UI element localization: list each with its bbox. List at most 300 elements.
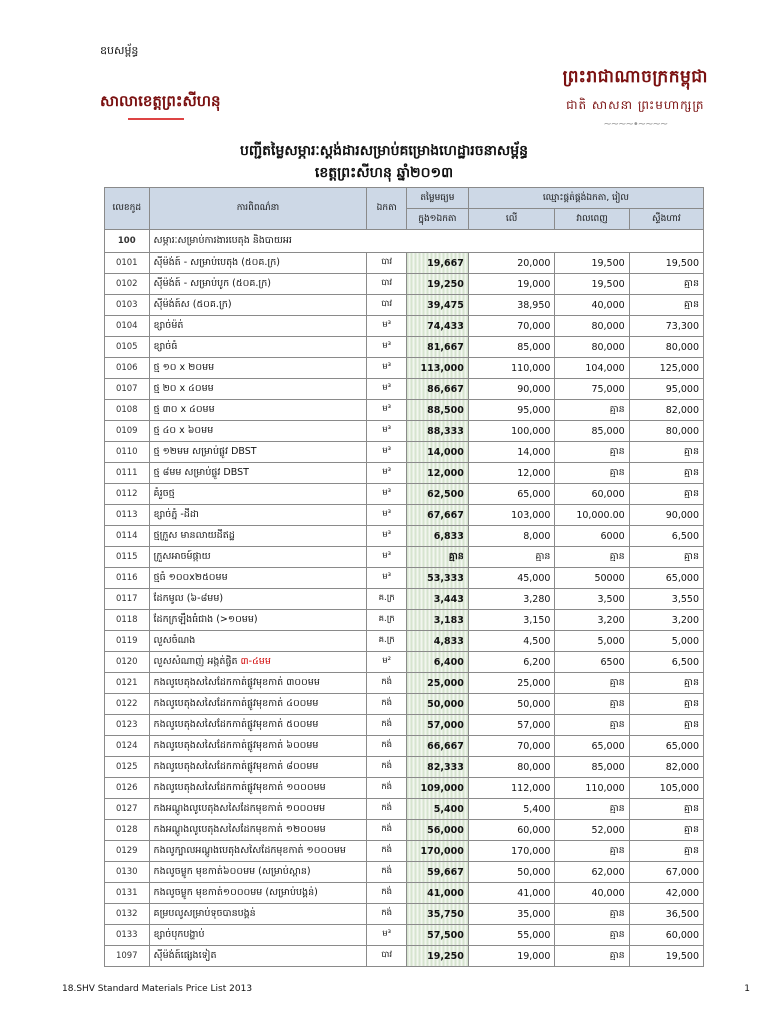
average-price-text: 12,000: [427, 467, 464, 479]
table-row: [105, 295, 704, 316]
item-unit-text: កង់: [381, 677, 393, 687]
item-description: [149, 421, 367, 442]
item-unit-text: កង់: [381, 824, 393, 834]
item-unit-text: បាវ: [381, 950, 393, 960]
item-description: [149, 358, 367, 379]
average-price: [406, 610, 468, 631]
item-description-text: កងអណ្តូងលូបេតុងសសៃដែកមុខកាត់ ១០០០មម: [153, 803, 326, 814]
supplier-3-price-text: គ្មាន: [683, 299, 699, 310]
supplier-2-price: [555, 421, 629, 442]
supplier-3-price-text: គ្មាន: [683, 467, 699, 478]
supplier-3-price-text: 125,000: [659, 362, 699, 374]
supplier-1-price: [468, 694, 555, 715]
table-row: [105, 946, 704, 967]
section-description: សម្ភារៈសម្រាប់ការងារបេតុង និងបាយអរ: [149, 230, 703, 253]
table-row: [105, 358, 704, 379]
supplier-3-price: [629, 484, 703, 505]
item-description-text: ខ្សាច់ភ្នំ -ដីដា: [153, 509, 199, 520]
average-price-text: 14,000: [427, 446, 464, 458]
supplier-3-price-text: គ្មាន: [683, 803, 699, 814]
supplier-1-price: [468, 442, 555, 463]
supplier-2-price: [555, 505, 629, 526]
supplier-1-price-text: 95,000: [517, 404, 551, 416]
item-description-text: ស៊ីម៉ង់ត៍ - សម្រាប់បូក (៥០គ.ក្រ): [153, 278, 271, 289]
supplier-3-price: [629, 463, 703, 484]
supplier-3-price-text: 19,500: [665, 950, 699, 962]
supplier-3-price: [629, 778, 703, 799]
supplier-1-price: [468, 904, 555, 925]
header-unit: ឯកតា: [367, 188, 407, 230]
item-description-text: កងអណ្តូងលូបេតុងសសៃដែកមុខកាត់ ១២០០មម: [153, 824, 326, 835]
average-price-text: 88,500: [427, 404, 464, 416]
item-description: [149, 463, 367, 484]
supplier-2-price-text: 85,000: [591, 761, 625, 773]
supplier-1-price-text: 70,000: [517, 740, 551, 752]
item-code: [105, 778, 150, 799]
supplier-2-price: [555, 358, 629, 379]
item-unit: [367, 862, 407, 883]
item-unit-text: ម³: [382, 488, 392, 498]
supplier-1-price-text: 85,000: [517, 341, 551, 353]
item-code: [105, 841, 150, 862]
item-description: [149, 736, 367, 757]
supplier-1-price: [468, 715, 555, 736]
average-price: [406, 295, 468, 316]
average-price-text: 82,333: [427, 761, 464, 773]
average-price: [406, 442, 468, 463]
supplier-3-price: [629, 841, 703, 862]
item-code-text: 0126: [115, 783, 138, 793]
supplier-3-price: [629, 862, 703, 883]
section-row: [105, 230, 704, 253]
item-description: [149, 673, 367, 694]
item-unit-text: ម³: [382, 446, 392, 456]
item-unit-text: កង់: [381, 866, 393, 876]
supplier-3-price-text: គ្មាន: [683, 446, 699, 457]
item-code: [105, 421, 150, 442]
item-unit: [367, 400, 407, 421]
item-code: [105, 673, 150, 694]
item-code-text: 0124: [115, 741, 138, 751]
item-description: [149, 442, 367, 463]
supplier-2-price: [555, 694, 629, 715]
supplier-3-price-text: គ្មាន: [683, 488, 699, 499]
supplier-2-price-text: គ្មាន: [609, 908, 625, 919]
item-unit: [367, 778, 407, 799]
supplier-3-price-text: 65,000: [665, 740, 699, 752]
item-code: [105, 757, 150, 778]
item-description: [149, 799, 367, 820]
item-description-text: ខ្សាច់បុកបង្ហាប់: [153, 929, 205, 940]
supplier-3-price: [629, 757, 703, 778]
table-row: [105, 547, 704, 568]
supplier-2-price-text: គ្មាន: [609, 929, 625, 940]
item-description-text: ថ្មធំ ១០០x២៥០មម: [153, 572, 228, 583]
item-unit: [367, 337, 407, 358]
supplier-1-price: [468, 505, 555, 526]
supplier-3-price-text: គ្មាន: [683, 719, 699, 730]
supplier-1-price-text: 65,000: [517, 488, 551, 500]
supplier-2-price-text: 75,000: [591, 383, 625, 395]
supplier-2-price-text: 52,000: [591, 824, 625, 836]
item-description-text: កងលូបេតុងសសៃដែកកាត់ផ្លូវមុខកាត់ ៨០០មម: [153, 761, 319, 772]
supplier-2-price-text: 40,000: [591, 299, 625, 311]
supplier-1-price: [468, 316, 555, 337]
item-description: [149, 337, 367, 358]
table-row: [105, 379, 704, 400]
header-supplier-1: លើ: [468, 209, 555, 230]
item-code-text: 0129: [115, 846, 138, 856]
item-unit-text: កង់: [381, 761, 393, 771]
supplier-2-price: [555, 274, 629, 295]
item-unit: [367, 379, 407, 400]
supplier-1-price-text: 45,000: [517, 572, 551, 584]
supplier-2-price: [555, 253, 629, 274]
item-description-text: ថ្មក្រួស មានលាយដីឥដ្ឋ: [153, 530, 235, 541]
supplier-3-price: [629, 715, 703, 736]
supplier-3-price: [629, 547, 703, 568]
item-description-text: កងលូចម្លូក មុខកាត់៦០០មម (សម្រាប់ស្ពាន): [153, 866, 311, 877]
item-unit: [367, 589, 407, 610]
item-unit-text: កង់: [381, 887, 393, 897]
item-code-text: 0110: [115, 447, 138, 457]
average-price-text: 6,400: [433, 656, 464, 668]
item-code-text: 0104: [115, 321, 138, 331]
average-price: [406, 673, 468, 694]
supplier-3-price-text: គ្មាន: [683, 824, 699, 835]
item-unit: [367, 820, 407, 841]
average-price: [406, 862, 468, 883]
supplier-2-price: [555, 547, 629, 568]
supplier-3-price: [629, 589, 703, 610]
item-description-text: កងលូបេតុងសសៃដែកកាត់ផ្លូវមុខកាត់ ៤០០មម: [153, 698, 319, 709]
supplier-2-price-text: 19,500: [591, 278, 625, 290]
item-description-text: កងលូបេតុងសសៃដែកកាត់ផ្លូវមុខកាត់ ៥០០មម: [153, 719, 319, 730]
average-price: [406, 337, 468, 358]
item-code: [105, 400, 150, 421]
supplier-1-price-text: 3,280: [523, 593, 551, 605]
average-price-text: 56,000: [427, 824, 464, 836]
kingdom-title: ព្រះរាជាណាចក្រកម្ពុជា: [562, 67, 708, 87]
item-code: [105, 883, 150, 904]
supplier-2-price-text: គ្មាន: [609, 551, 625, 562]
supplier-3-price-text: 80,000: [665, 425, 699, 437]
item-unit-text: កង់: [381, 740, 393, 750]
item-unit-text: បាវ: [381, 257, 393, 267]
supplier-2-price: [555, 799, 629, 820]
average-price-text: 59,667: [427, 866, 464, 878]
supplier-1-price-text: 112,000: [511, 782, 551, 794]
average-price-text: គ្មាន: [448, 551, 464, 562]
table-row: [105, 568, 704, 589]
item-code: [105, 610, 150, 631]
supplier-1-price-text: 57,000: [517, 719, 551, 731]
supplier-2-price-text: 62,000: [591, 866, 625, 878]
item-unit: [367, 715, 407, 736]
item-code: [105, 316, 150, 337]
supplier-3-price: [629, 883, 703, 904]
supplier-1-price-text: 60,000: [517, 824, 551, 836]
supplier-1-price: [468, 400, 555, 421]
table-row: [105, 442, 704, 463]
average-price: [406, 631, 468, 652]
supplier-3-price: [629, 400, 703, 421]
average-price: [406, 652, 468, 673]
supplier-3-price: [629, 526, 703, 547]
item-code-text: 0132: [115, 909, 138, 919]
supplier-3-price-text: 5,000: [671, 635, 699, 647]
header-supplier-3: ស្ទឹងហាវ: [629, 209, 703, 230]
average-price-text: 41,000: [427, 887, 464, 899]
supplier-2-price-text: 10,000.00: [576, 509, 625, 521]
supplier-2-price: [555, 526, 629, 547]
supplier-2-price: [555, 442, 629, 463]
average-price-text: 57,500: [427, 929, 464, 941]
average-price: [406, 484, 468, 505]
average-price: [406, 547, 468, 568]
supplier-1-price-text: 12,000: [517, 467, 551, 479]
supplier-3-price: [629, 442, 703, 463]
supplier-2-price: [555, 484, 629, 505]
supplier-3-price-text: 80,000: [665, 341, 699, 353]
item-code-text: 0112: [115, 489, 138, 499]
supplier-2-price-text: 65,000: [591, 740, 625, 752]
item-description-text: ថ្ម ២០ x ៤០មម: [153, 383, 214, 394]
item-code-text: 0113: [115, 510, 138, 520]
table-row: [105, 757, 704, 778]
supplier-3-price-text: 6,500: [671, 530, 699, 542]
average-price-text: 19,250: [427, 950, 464, 962]
item-unit-text: គ.ក្រ: [378, 614, 395, 624]
item-description: [149, 526, 367, 547]
supplier-2-price: [555, 610, 629, 631]
item-unit: [367, 904, 407, 925]
supplier-1-price-text: 25,000: [517, 677, 551, 689]
supplier-1-price-text: 20,000: [517, 257, 551, 269]
supplier-2-price-text: 19,500: [591, 257, 625, 269]
average-price: [406, 379, 468, 400]
item-unit-text: ម³: [382, 341, 392, 351]
item-description-text: ស៊ីម៉ង់ត៍ - សម្រាប់បេតុង (៥០គ.ក្រ): [153, 257, 281, 268]
item-code-text: 0131: [115, 888, 138, 898]
average-price-text: 67,667: [427, 509, 464, 521]
supplier-1-price: [468, 337, 555, 358]
item-unit: [367, 253, 407, 274]
supplier-2-price: [555, 463, 629, 484]
page-number: 1: [744, 984, 750, 994]
supplier-1-price: [468, 925, 555, 946]
item-code-text: 0123: [115, 720, 138, 730]
average-price: [406, 946, 468, 967]
average-price: [406, 736, 468, 757]
supplier-3-price: [629, 295, 703, 316]
supplier-2-price-text: 80,000: [591, 341, 625, 353]
supplier-1-price-text: 80,000: [517, 761, 551, 773]
supplier-3-price: [629, 820, 703, 841]
header-code: លេខកូដ: [105, 188, 150, 230]
supplier-1-price: [468, 799, 555, 820]
supplier-3-price: [629, 652, 703, 673]
average-price-text: 113,000: [420, 362, 464, 374]
item-description: [149, 946, 367, 967]
table-row: [105, 631, 704, 652]
supplier-3-price: [629, 358, 703, 379]
item-description: [149, 757, 367, 778]
item-unit-text: បាវ: [381, 299, 393, 309]
average-price-text: 3,183: [433, 614, 464, 626]
annex-label: ឧបសម្ព័ន្ធ: [100, 44, 139, 57]
footer-filename: 18.SHV Standard Materials Price List 2013: [62, 984, 253, 994]
item-description-text: គម្របលូសម្រាប់ទុចបានបង្គន់: [153, 908, 256, 919]
supplier-2-price: [555, 673, 629, 694]
supplier-3-price-text: 36,500: [665, 908, 699, 920]
supplier-3-price-text: 67,000: [665, 866, 699, 878]
item-unit: [367, 736, 407, 757]
average-price: [406, 694, 468, 715]
item-unit: [367, 505, 407, 526]
item-description-text: គំរួចថ្ម: [153, 488, 175, 499]
supplier-2-price-text: គ្មាន: [609, 446, 625, 457]
item-unit-text: ម²: [382, 656, 392, 666]
item-unit: [367, 442, 407, 463]
item-code-text: 0119: [115, 636, 138, 646]
item-description: [149, 694, 367, 715]
supplier-2-price-text: គ្មាន: [609, 803, 625, 814]
supplier-2-price: [555, 757, 629, 778]
organization-name: សាលាខេត្តព្រះសីហនុ: [100, 92, 221, 110]
item-code-text: 0101: [115, 258, 138, 268]
supplier-1-price-text: 4,500: [523, 635, 551, 647]
supplier-2-price-text: 104,000: [585, 362, 625, 374]
item-description: [149, 610, 367, 631]
average-price-text: 3,443: [433, 593, 464, 605]
item-description: [149, 820, 367, 841]
table-row: [105, 799, 704, 820]
supplier-3-price-text: 82,000: [665, 404, 699, 416]
supplier-1-price: [468, 421, 555, 442]
item-code-text: 0117: [115, 594, 138, 604]
supplier-1-price: [468, 883, 555, 904]
supplier-1-price-text: 110,000: [511, 362, 551, 374]
supplier-3-price: [629, 337, 703, 358]
average-price: [406, 316, 468, 337]
supplier-3-price-text: គ្មាន: [683, 551, 699, 562]
item-code-text: 1097: [115, 951, 138, 961]
supplier-2-price: [555, 883, 629, 904]
item-code-text: 0109: [115, 426, 138, 436]
item-unit: [367, 757, 407, 778]
item-code: [105, 358, 150, 379]
item-description-text: ដែកក្រឡឹងធំជាង (>១០មម): [153, 614, 258, 625]
supplier-2-price: [555, 841, 629, 862]
average-price: [406, 463, 468, 484]
supplier-1-price: [468, 463, 555, 484]
supplier-2-price: [555, 946, 629, 967]
supplier-2-price: [555, 904, 629, 925]
item-unit-text: គ.ក្រ: [378, 635, 395, 645]
item-code: [105, 694, 150, 715]
supplier-1-price-text: 50,000: [517, 698, 551, 710]
item-code-text: 0105: [115, 342, 138, 352]
item-unit: [367, 652, 407, 673]
item-unit: [367, 484, 407, 505]
item-unit-text: កង់: [381, 782, 393, 792]
supplier-1-price: [468, 778, 555, 799]
supplier-2-price: [555, 652, 629, 673]
supplier-1-price: [468, 379, 555, 400]
table-row: [105, 694, 704, 715]
item-unit-text: ម³: [382, 383, 392, 393]
item-description-text: ថ្ម ១២មម សម្រាប់ផ្លូវ DBST: [153, 446, 257, 457]
item-code-text: 0128: [115, 825, 138, 835]
item-code: [105, 736, 150, 757]
supplier-3-price: [629, 799, 703, 820]
supplier-1-price-text: 38,950: [517, 299, 551, 311]
item-unit-text: ម³: [382, 362, 392, 372]
supplier-2-price: [555, 337, 629, 358]
table-row: [105, 925, 704, 946]
item-code: [105, 631, 150, 652]
supplier-1-price: [468, 841, 555, 862]
item-code-text: 0107: [115, 384, 138, 394]
item-description-text: ក្រួសអាចម៍ផ្កាយ: [153, 551, 211, 562]
item-unit-text: គ.ក្រ: [378, 593, 395, 603]
average-price: [406, 883, 468, 904]
item-unit: [367, 946, 407, 967]
average-price: [406, 274, 468, 295]
table-row: [105, 274, 704, 295]
supplier-3-price-text: 42,000: [665, 887, 699, 899]
document-title: បញ្ជីតម្លៃសម្ភារៈស្តង់ដារសម្រាប់គម្រោងហេដ្ឋារចនាសម្ព័ន្ធ: [239, 143, 529, 159]
supplier-2-price-text: 50000: [594, 572, 625, 584]
average-price-text: 53,333: [427, 572, 464, 584]
supplier-1-price: [468, 526, 555, 547]
item-code: [105, 799, 150, 820]
item-description-text: កងលូចម្លូក មុខកាត់១០០០មម (សម្រាប់បង្គន់): [153, 887, 318, 898]
ornament-divider: ~~~~•~~~~: [603, 119, 668, 130]
supplier-1-price: [468, 568, 555, 589]
item-unit-text: ម³: [382, 320, 392, 330]
supplier-3-price-text: គ្មាន: [683, 845, 699, 856]
item-code-text: 0120: [115, 657, 138, 667]
supplier-2-price: [555, 778, 629, 799]
table-row: [105, 421, 704, 442]
supplier-3-price: [629, 505, 703, 526]
supplier-3-price: [629, 694, 703, 715]
supplier-2-price: [555, 316, 629, 337]
average-price-text: 66,667: [427, 740, 464, 752]
item-unit: [367, 547, 407, 568]
supplier-3-price-text: 19,500: [665, 257, 699, 269]
item-description: [149, 883, 367, 904]
supplier-1-price: [468, 358, 555, 379]
supplier-2-price: [555, 631, 629, 652]
average-price-text: 57,000: [427, 719, 464, 731]
table-row: [105, 862, 704, 883]
item-unit: [367, 358, 407, 379]
supplier-2-price-text: គ្មាន: [609, 467, 625, 478]
item-unit-text: កង់: [381, 803, 393, 813]
average-price-text: 62,500: [427, 488, 464, 500]
item-unit-text: កង់: [381, 908, 393, 918]
supplier-3-price-text: 65,000: [665, 572, 699, 584]
average-price-text: 35,750: [427, 908, 464, 920]
supplier-1-price: [468, 295, 555, 316]
item-description: [149, 568, 367, 589]
average-price-text: 39,475: [427, 299, 464, 311]
supplier-2-price: [555, 820, 629, 841]
average-price-text: 5,400: [433, 803, 464, 815]
